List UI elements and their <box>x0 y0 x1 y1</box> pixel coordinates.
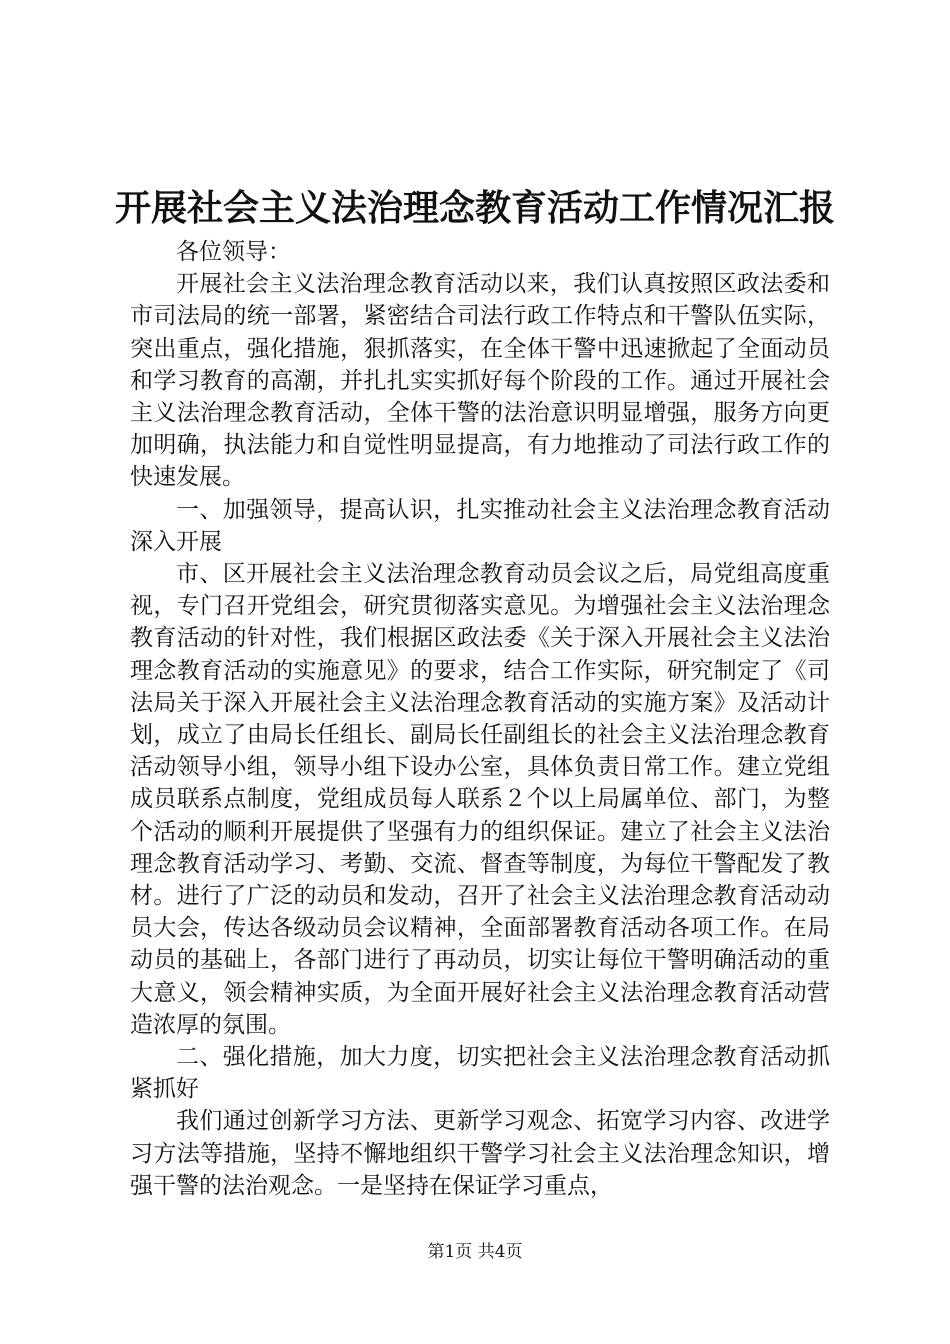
page-footer: 第1页 共4页 <box>427 1242 523 1262</box>
section-heading-1: 一、加强领导，提高认识，扎实推动社会主义法治理念教育活动深入开展 <box>130 496 830 555</box>
intro-paragraph: 开展社会主义法治理念教育活动以来，我们认真按照区政法委和市司法局的统一部署，紧密结合司法行政工作特点和干警队伍实际，突出重点，强化措施，狠抓落实，在全体干警中迅速掀起了全面动员和学习教育的高潮，并扎扎实实抓好每个阶段的工作。通过开展社会主义法治理念教育活动，全体干警的法治意识明显增强，服务方向更加明确，执法能力和自觉性明显提高，有力地推动了司法行政工作的快速发展。 <box>130 271 830 491</box>
document-title: 开展社会主义法治理念教育活动工作情况汇报 <box>114 187 835 229</box>
section-heading-2: 二、强化措施，加大力度，切实把社会主义法治理念教育活动抓紧抓好 <box>130 1044 830 1103</box>
section-2-paragraph: 我们通过创新学习方法、更新学习观念、拓宽学习内容、改进学习方法等措施，坚持不懈地组织干警学习社会主义法治理念知识，增强干警的法治观念。一是坚持在保证学习重点， <box>130 1108 830 1199</box>
document-body <box>130 236 830 1202</box>
section-1-paragraph: 市、区开展社会主义法治理念教育动员会议之后，局党组高度重视，专门召开党组会，研究贯彻落实意见。为增强社会主义法治理念教育活动的针对性，我们根据区政法委《关于深入开展社会主义法治理念教育活动的实施意见》的要求，结合工作实际，研究制定了《司法局关于深入开展社会主义法治理念教育活动的实施方案》及活动计划，成立了由局长任组长、副局长任副组长的社会主义法治理念教育活动领导小组，领导小组下设办公室，具体负责日常工作。建立党组成员联系点制度，党组成员每人联系２个以上局属单位、部门，为整个活动的顺利开展提供了坚强有力的组织保证。建立了社会主义法治理念教育活动学习、考勤、交流、督查等制度，为每位干警配发了教材。进行了广泛的动员和发动，召开了社会主义法治理念教育活动动员大会，传达各级动员会议精神，全面部署教育活动各项工作。在局动员的基础上，各部门进行了再动员，切实让每位干警明确活动的重大意义，领会精神实质，为全面开展好社会主义法治理念教育活动营造浓厚的氛围。 <box>130 561 830 1038</box>
salutation-paragraph: 各位领导： <box>176 239 291 265</box>
